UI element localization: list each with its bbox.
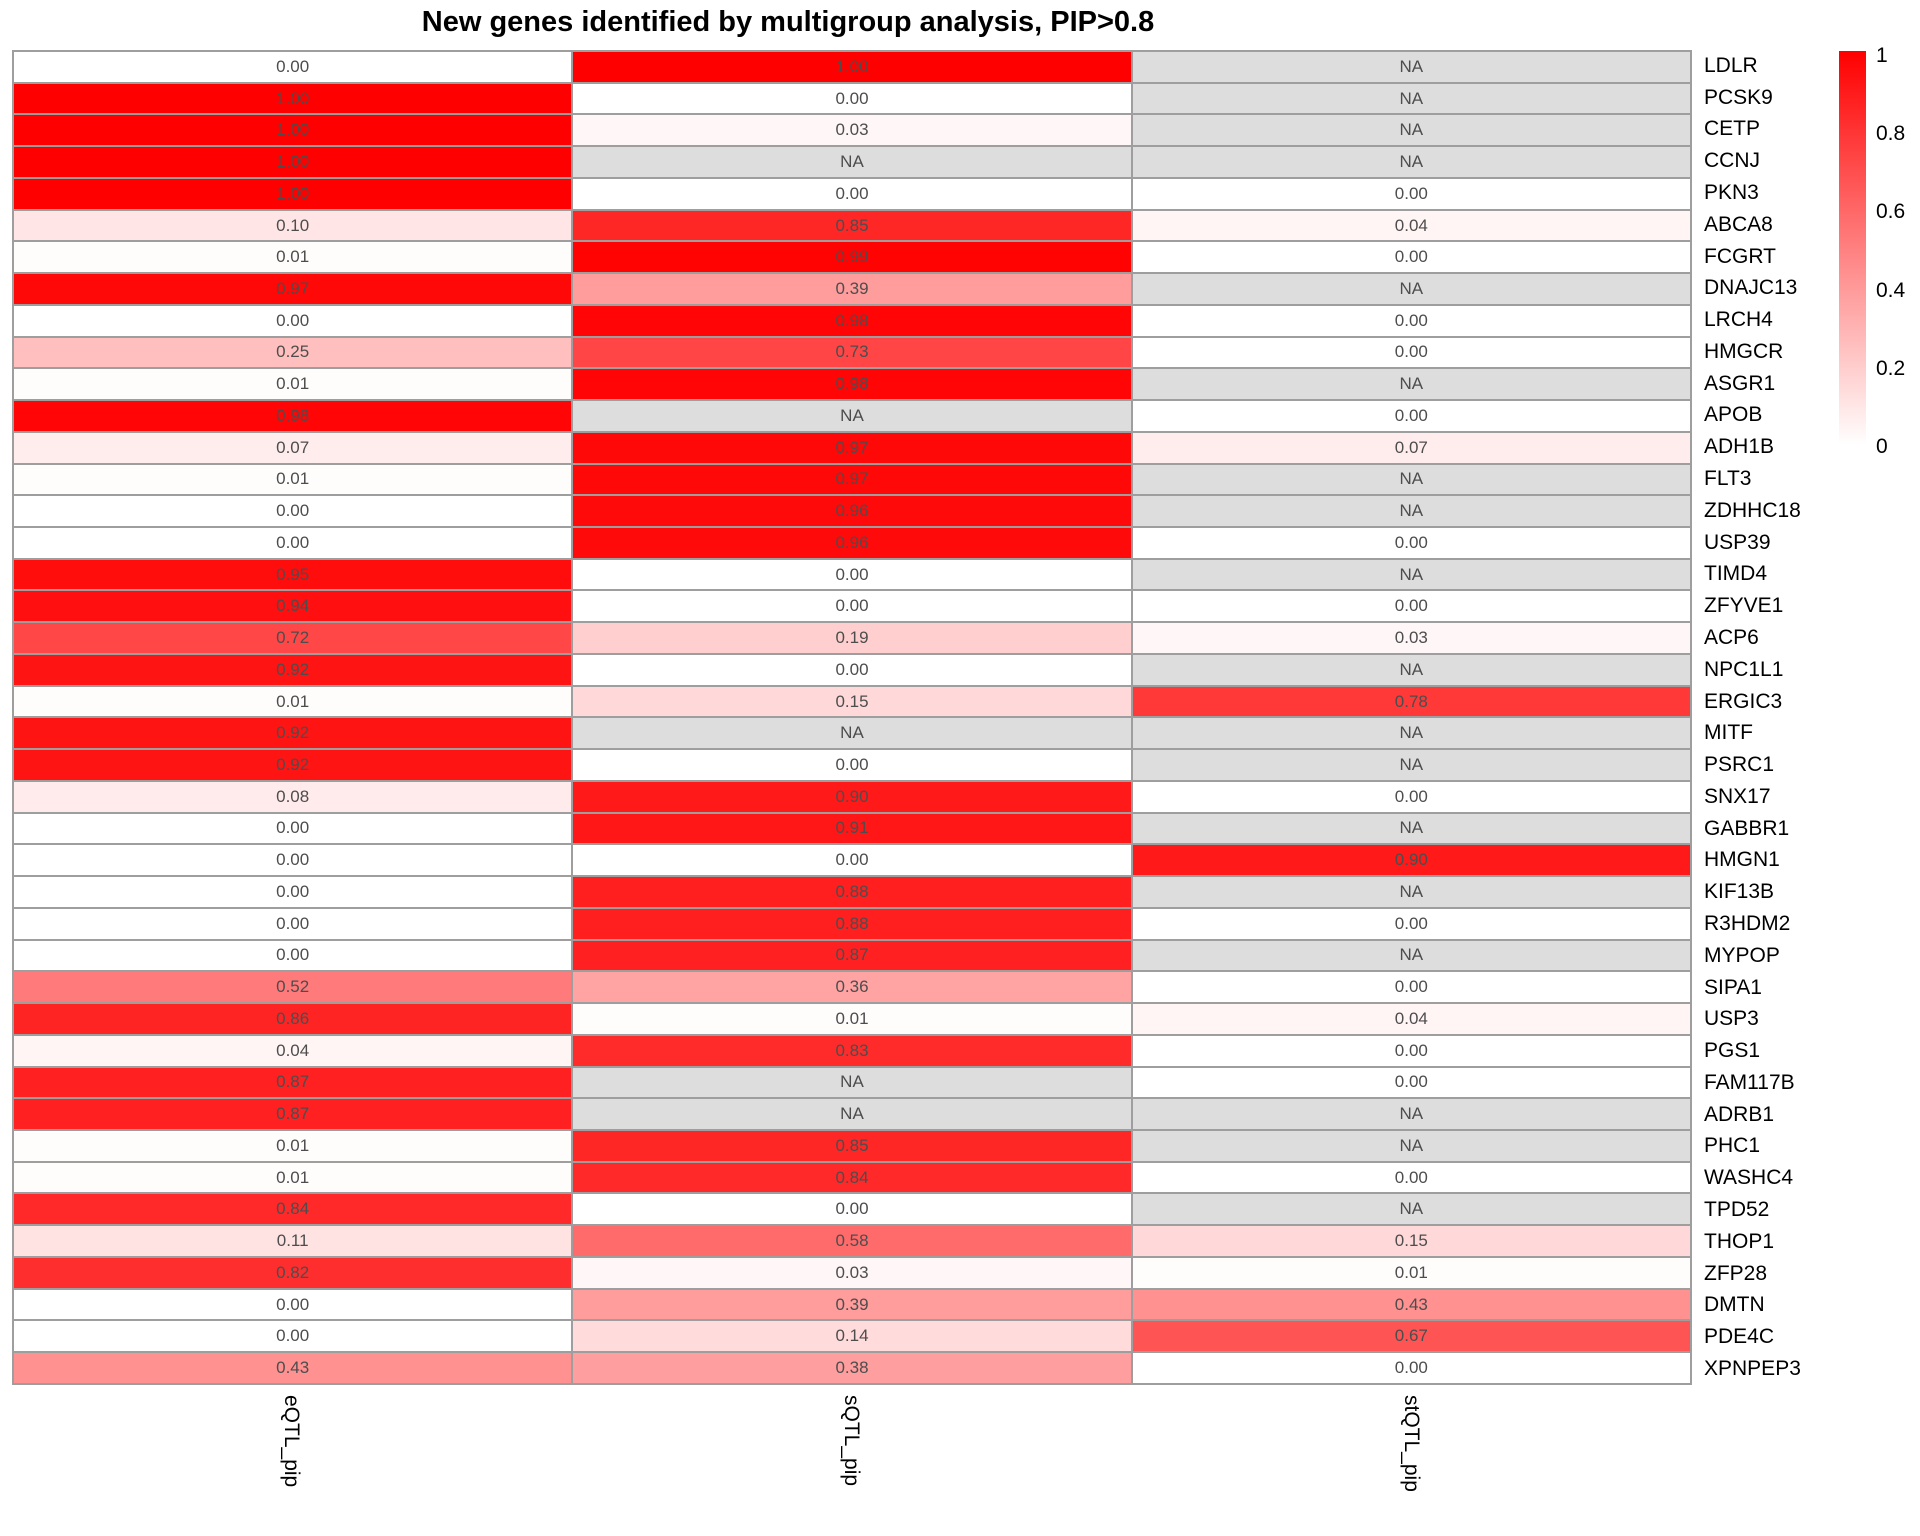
heatmap-cell: NA (572, 400, 1131, 432)
heatmap-cell: 0.03 (572, 1257, 1131, 1289)
heatmap-cell: 0.86 (13, 1003, 572, 1035)
heatmap-row (13, 527, 1691, 559)
row-label: SNX17 (1704, 784, 1771, 808)
heatmap-cell: 0.39 (572, 273, 1131, 305)
row-label: ZDHHC18 (1704, 498, 1801, 522)
row-label: CETP (1704, 117, 1761, 141)
heatmap-cell: 0.00 (13, 51, 572, 83)
heatmap-row (13, 51, 1691, 83)
row-label: FLT3 (1704, 467, 1752, 491)
heatmap-cell: 0.43 (1132, 1289, 1691, 1321)
heatmap-cell: 0.36 (572, 971, 1131, 1003)
heatmap-cell: 0.85 (572, 1130, 1131, 1162)
row-label: MYPOP (1704, 943, 1780, 967)
heatmap-cell: 0.07 (13, 432, 572, 464)
heatmap-row (13, 1035, 1691, 1067)
heatmap-row (13, 210, 1691, 242)
heatmap-cell: 0.11 (13, 1225, 572, 1257)
heatmap-cell: 0.00 (1132, 971, 1691, 1003)
heatmap-cell: 0.96 (572, 495, 1131, 527)
heatmap-cell: 0.90 (572, 781, 1131, 813)
heatmap-cell: 0.00 (572, 178, 1131, 210)
row-label: ACP6 (1704, 625, 1759, 649)
heatmap-cell: 0.88 (572, 876, 1131, 908)
heatmap-cell: 0.15 (1132, 1225, 1691, 1257)
row-labels (1704, 50, 1914, 1385)
heatmap-cell: 0.98 (572, 368, 1131, 400)
row-label: APOB (1704, 403, 1763, 427)
heatmap-cell: 0.01 (13, 368, 572, 400)
heatmap-row (13, 464, 1691, 496)
heatmap-cell: 0.92 (13, 749, 572, 781)
heatmap-cell: 0.04 (1132, 1003, 1691, 1035)
row-label: CCNJ (1704, 149, 1760, 173)
row-label: R3HDM2 (1704, 911, 1791, 935)
heatmap-cell: 0.04 (1132, 210, 1691, 242)
heatmap-row (13, 114, 1691, 146)
heatmap-cell: NA (1132, 559, 1691, 591)
row-label: ASGR1 (1704, 371, 1776, 395)
heatmap-cell: 0.14 (572, 1320, 1131, 1352)
heatmap-cell: 0.00 (13, 876, 572, 908)
heatmap-cell: NA (1132, 940, 1691, 972)
heatmap-row (13, 1130, 1691, 1162)
heatmap-cell: NA (1132, 876, 1691, 908)
heatmap-cell: 0.99 (572, 241, 1131, 273)
heatmap-row (13, 432, 1691, 464)
heatmap-row (13, 495, 1691, 527)
legend-colorbar (1839, 51, 1866, 445)
heatmap-cell: NA (1132, 1193, 1691, 1225)
heatmap-cell: 0.92 (13, 717, 572, 749)
legend-tick-label: 0.4 (1876, 278, 1906, 302)
heatmap-cell: 0.83 (572, 1035, 1131, 1067)
row-label: ZFP28 (1704, 1261, 1768, 1285)
heatmap-row (13, 1225, 1691, 1257)
row-label: PDE4C (1704, 1325, 1775, 1349)
heatmap-cell: 0.15 (572, 686, 1131, 718)
heatmap-cell: 0.01 (572, 1003, 1131, 1035)
row-label: ERGIC3 (1704, 689, 1783, 713)
heatmap-cell: 0.00 (1132, 337, 1691, 369)
heatmap-cell: 0.00 (572, 559, 1131, 591)
heatmap-cell: 0.00 (1132, 241, 1691, 273)
heatmap-row (13, 813, 1691, 845)
heatmap-cell: 0.00 (13, 527, 572, 559)
heatmap-cell: 0.88 (572, 908, 1131, 940)
heatmap-row (13, 1257, 1691, 1289)
heatmap-row (13, 876, 1691, 908)
heatmap-row (13, 1289, 1691, 1321)
heatmap-cell: 0.00 (13, 940, 572, 972)
legend-tick-label: 0.8 (1876, 122, 1906, 146)
heatmap-cell: 0.08 (13, 781, 572, 813)
heatmap-cell: 1.00 (13, 146, 572, 178)
heatmap-cell: 0.01 (13, 241, 572, 273)
row-label: THOP1 (1704, 1229, 1775, 1253)
row-label: FAM117B (1704, 1070, 1795, 1094)
row-label: HMGCR (1704, 339, 1784, 363)
legend-tick-label: 0.6 (1876, 200, 1906, 224)
heatmap-cell: 0.67 (1132, 1320, 1691, 1352)
heatmap-cell: 0.91 (572, 813, 1131, 845)
chart-title: New genes identified by multigroup analysis, PIP>0.8 (421, 6, 1155, 38)
heatmap-cell: 1.00 (572, 51, 1131, 83)
heatmap-cell: NA (1132, 83, 1691, 115)
heatmap-row (13, 654, 1691, 686)
heatmap-cell: 0.87 (13, 1098, 572, 1130)
heatmap-cell: 0.43 (13, 1352, 572, 1384)
row-label: PCSK9 (1704, 85, 1773, 109)
heatmap-cell: NA (1132, 368, 1691, 400)
heatmap-row (13, 622, 1691, 654)
row-label: HMGN1 (1704, 848, 1780, 872)
heatmap-row (13, 83, 1691, 115)
heatmap-cell: 0.98 (13, 400, 572, 432)
row-label: PKN3 (1704, 181, 1759, 205)
heatmap-row (13, 273, 1691, 305)
heatmap-cell: 0.10 (13, 210, 572, 242)
heatmap-cell: 0.01 (13, 1130, 572, 1162)
heatmap-cell: 0.00 (572, 83, 1131, 115)
heatmap-cell: 0.00 (572, 749, 1131, 781)
heatmap-row (13, 1193, 1691, 1225)
heatmap-cell: 0.84 (13, 1193, 572, 1225)
heatmap-cell: 0.03 (572, 114, 1131, 146)
heatmap-row (13, 686, 1691, 718)
heatmap-row (13, 337, 1691, 369)
row-label: ADH1B (1704, 435, 1775, 459)
heatmap-cell: 0.00 (1132, 781, 1691, 813)
heatmap-cell: NA (1132, 813, 1691, 845)
row-label: LDLR (1704, 53, 1758, 77)
heatmap-cell: 0.85 (572, 210, 1131, 242)
row-label: SIPA1 (1704, 975, 1762, 999)
legend-tick-label: 1 (1876, 44, 1888, 67)
heatmap-cell: NA (1132, 495, 1691, 527)
heatmap-row (13, 1098, 1691, 1130)
heatmap-row (13, 400, 1691, 432)
heatmap-cell: 0.00 (1132, 1035, 1691, 1067)
row-label: TIMD4 (1704, 562, 1767, 586)
row-label: USP3 (1704, 1007, 1759, 1031)
heatmap-cell: 0.25 (13, 337, 572, 369)
heatmap-row (13, 559, 1691, 591)
heatmap-row (13, 940, 1691, 972)
heatmap-cell: 0.00 (1132, 590, 1691, 622)
heatmap-cell: 0.84 (572, 1162, 1131, 1194)
row-label: ABCA8 (1704, 212, 1773, 236)
heatmap-cell: NA (1132, 51, 1691, 83)
row-label: FCGRT (1704, 244, 1776, 268)
heatmap-cell: 0.95 (13, 559, 572, 591)
heatmap-row (13, 717, 1691, 749)
heatmap-cell: NA (1132, 1098, 1691, 1130)
heatmap-cell: 0.00 (1132, 178, 1691, 210)
heatmap-cell: 0.87 (13, 1067, 572, 1099)
heatmap-cell: 0.72 (13, 622, 572, 654)
heatmap-row (13, 1352, 1691, 1384)
row-label: PHC1 (1704, 1134, 1761, 1158)
heatmap-cell: NA (572, 1098, 1131, 1130)
heatmap-cell: 0.00 (13, 813, 572, 845)
heatmap-row (13, 908, 1691, 940)
heatmap-row (13, 1320, 1691, 1352)
heatmap-row (13, 1003, 1691, 1035)
row-label: USP39 (1704, 530, 1771, 554)
heatmap-row (13, 971, 1691, 1003)
heatmap-cell: 0.00 (1132, 527, 1691, 559)
row-label: WASHC4 (1704, 1166, 1794, 1190)
row-label: DNAJC13 (1704, 276, 1798, 300)
heatmap-cell: 0.97 (572, 464, 1131, 496)
heatmap-row (13, 368, 1691, 400)
heatmap-cell: 0.19 (572, 622, 1131, 654)
row-label: KIF13B (1704, 880, 1775, 904)
heatmap-cell: 0.38 (572, 1352, 1131, 1384)
heatmap-cell: 0.00 (13, 305, 572, 337)
heatmap-row (13, 178, 1691, 210)
heatmap-cell: NA (572, 146, 1131, 178)
heatmap-cell: 0.00 (13, 1289, 572, 1321)
heatmap-body (13, 51, 1691, 1384)
heatmap-cell: NA (572, 717, 1131, 749)
heatmap-cell: 0.00 (1132, 1162, 1691, 1194)
row-label: DMTN (1704, 1293, 1765, 1317)
heatmap-cell: NA (1132, 654, 1691, 686)
heatmap-cell: NA (572, 1067, 1131, 1099)
heatmap-cell: 0.73 (572, 337, 1131, 369)
heatmap-cell: 0.00 (572, 1193, 1131, 1225)
heatmap-cell: 0.92 (13, 654, 572, 686)
heatmap-cell: 1.00 (13, 114, 572, 146)
row-label: ADRB1 (1704, 1102, 1775, 1126)
heatmap-cell: NA (1132, 717, 1691, 749)
heatmap-cell: 0.00 (1132, 908, 1691, 940)
heatmap-row (13, 590, 1691, 622)
heatmap-cell: 0.07 (1132, 432, 1691, 464)
heatmap-cell: 0.03 (1132, 622, 1691, 654)
heatmap-cell: NA (1132, 146, 1691, 178)
heatmap-cell: 0.58 (572, 1225, 1131, 1257)
heatmap-cell: NA (1132, 1130, 1691, 1162)
heatmap-row (13, 1067, 1691, 1099)
heatmap-cell: 1.00 (13, 83, 572, 115)
heatmap-cell: 0.00 (572, 590, 1131, 622)
row-label: LRCH4 (1704, 308, 1773, 332)
row-label: MITF (1704, 721, 1753, 745)
heatmap-cell: 0.98 (572, 305, 1131, 337)
heatmap-cell: NA (1132, 114, 1691, 146)
heatmap-row (13, 749, 1691, 781)
heatmap-cell: 0.87 (572, 940, 1131, 972)
row-label: PGS1 (1704, 1039, 1761, 1063)
heatmap-row (13, 781, 1691, 813)
heatmap-cell: NA (1132, 464, 1691, 496)
heatmap-cell: 0.82 (13, 1257, 572, 1289)
heatmap-cell: NA (1132, 749, 1691, 781)
heatmap-cell: 0.00 (572, 844, 1131, 876)
row-label: TPD52 (1704, 1198, 1770, 1222)
heatmap-cell: 0.39 (572, 1289, 1131, 1321)
heatmap-cell: 0.97 (13, 273, 572, 305)
heatmap-cell: 0.00 (1132, 1067, 1691, 1099)
heatmap-cell: 0.00 (1132, 305, 1691, 337)
heatmap-cell: 0.00 (1132, 1352, 1691, 1384)
heatmap-cell: 0.00 (572, 654, 1131, 686)
heatmap-row (13, 146, 1691, 178)
heatmap-cell: 0.96 (572, 527, 1131, 559)
heatmap-table (12, 50, 1692, 1385)
heatmap-row (13, 241, 1691, 273)
heatmap-cell: 0.04 (13, 1035, 572, 1067)
column-label: eQTL_pip (280, 1395, 303, 1488)
column-label: stQTL_pip (1400, 1395, 1423, 1492)
heatmap-cell: 0.01 (13, 686, 572, 718)
row-label: NPC1L1 (1704, 657, 1784, 681)
heatmap-cell: 0.78 (1132, 686, 1691, 718)
legend-tick-label: 0 (1876, 435, 1888, 458)
heatmap-cell: 1.00 (13, 178, 572, 210)
row-label: ZFYVE1 (1704, 594, 1784, 618)
heatmap-cell: 0.00 (13, 844, 572, 876)
row-label: XPNPEP3 (1704, 1356, 1801, 1380)
heatmap-cell: 0.00 (1132, 400, 1691, 432)
heatmap-cell: NA (1132, 273, 1691, 305)
heatmap-cell: 0.01 (1132, 1257, 1691, 1289)
heatmap-cell: 0.00 (13, 495, 572, 527)
legend-tick-label: 0.2 (1876, 356, 1906, 380)
heatmap-cell: 0.90 (1132, 844, 1691, 876)
row-label: GABBR1 (1704, 816, 1790, 840)
heatmap-cell: 0.97 (572, 432, 1131, 464)
row-label: PSRC1 (1704, 753, 1775, 777)
heatmap-cell: 0.94 (13, 590, 572, 622)
heatmap-cell: 0.52 (13, 971, 572, 1003)
heatmap-row (13, 1162, 1691, 1194)
heatmap-cell: 0.01 (13, 464, 572, 496)
column-label: sQTL_pip (840, 1395, 863, 1487)
heatmap-row (13, 305, 1691, 337)
heatmap-cell: 0.01 (13, 1162, 572, 1194)
heatmap-cell: 0.00 (13, 1320, 572, 1352)
heatmap-cell: 0.00 (13, 908, 572, 940)
heatmap-row (13, 844, 1691, 876)
